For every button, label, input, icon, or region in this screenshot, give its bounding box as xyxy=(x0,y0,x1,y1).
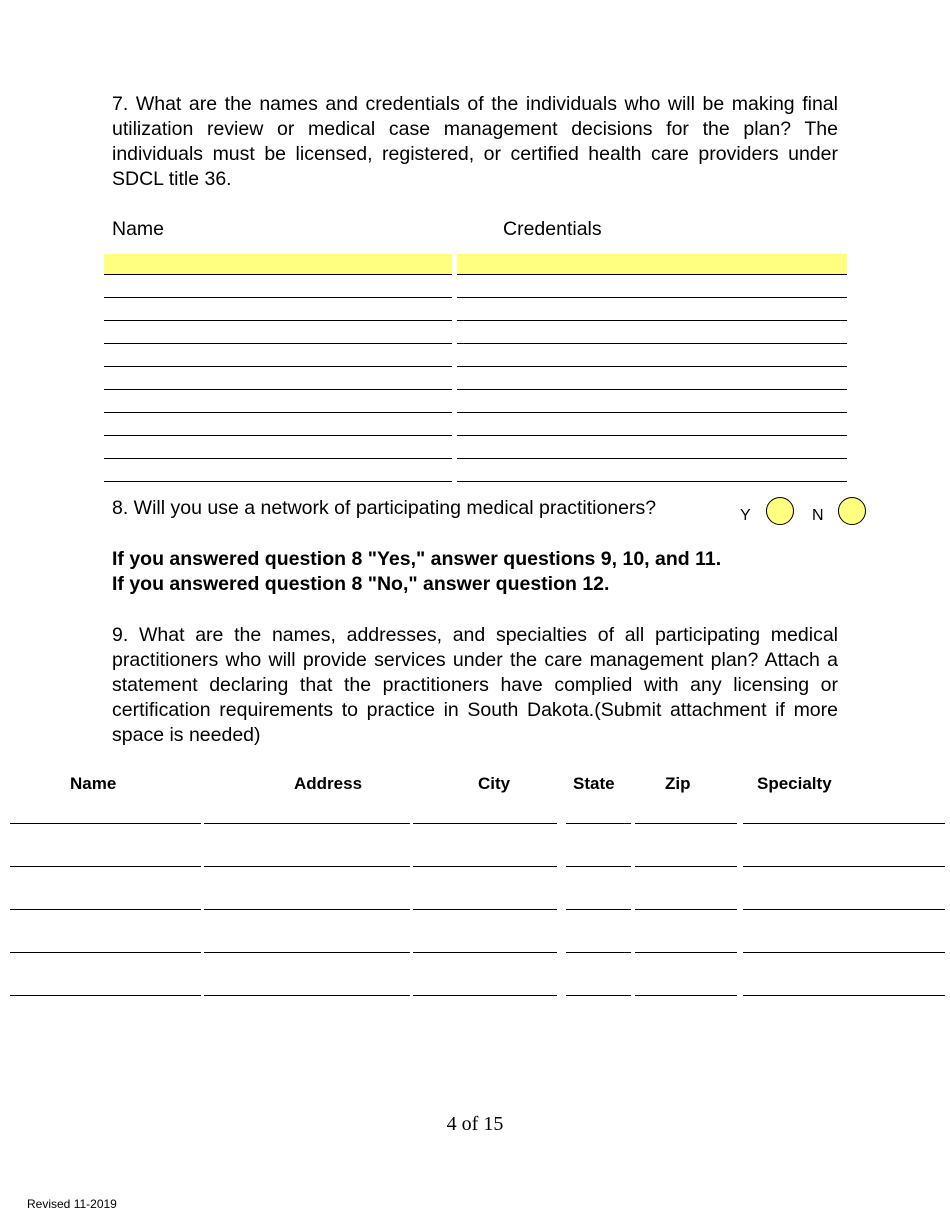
practitioner-state-field[interactable] xyxy=(566,889,631,910)
name-column-label: Name xyxy=(112,218,165,240)
practitioner-name-field[interactable] xyxy=(10,932,201,953)
header-zip: Zip xyxy=(665,774,691,793)
q7-name-field-3[interactable] xyxy=(104,300,452,321)
header-state: State xyxy=(573,774,615,793)
practitioner-state-field[interactable] xyxy=(566,803,631,824)
q7-credentials-field-3[interactable] xyxy=(457,300,847,321)
practitioner-state-field[interactable] xyxy=(566,846,631,867)
q7-name-field-7[interactable] xyxy=(104,392,452,413)
header-address: Address xyxy=(294,774,363,793)
instruction-yes: If you answered question 8 "Yes," answer questions 9, 10, and 11. xyxy=(112,548,722,570)
q7-credentials-field-1[interactable] xyxy=(457,254,847,275)
practitioner-specialty-field[interactable] xyxy=(743,803,945,824)
q7-credentials-field-6[interactable] xyxy=(457,369,847,390)
practitioner-name-field[interactable] xyxy=(10,889,201,910)
q7-credentials-field-10[interactable] xyxy=(457,461,847,482)
q7-name-field-6[interactable] xyxy=(104,369,452,390)
q7-credentials-field-5[interactable] xyxy=(457,346,847,367)
page-number: 4 of 15 xyxy=(446,1113,504,1135)
question-8-text: 8. Will you use a network of participating medical practitioners? xyxy=(112,497,657,519)
q7-credentials-field-2[interactable] xyxy=(457,277,847,298)
practitioner-state-field[interactable] xyxy=(566,975,631,996)
practitioner-address-field[interactable] xyxy=(204,846,410,867)
practitioner-name-field[interactable] xyxy=(10,846,201,867)
q7-credentials-field-8[interactable] xyxy=(457,415,847,436)
q7-credentials-field-7[interactable] xyxy=(457,392,847,413)
practitioner-name-field[interactable] xyxy=(10,803,201,824)
header-specialty: Specialty xyxy=(757,774,832,793)
practitioner-state-field[interactable] xyxy=(566,932,631,953)
header-name: Name xyxy=(70,774,117,793)
practitioner-city-field[interactable] xyxy=(413,889,557,910)
practitioner-zip-field[interactable] xyxy=(635,975,737,996)
practitioner-zip-field[interactable] xyxy=(635,803,737,824)
practitioner-city-field[interactable] xyxy=(413,803,557,824)
q7-name-field-4[interactable] xyxy=(104,323,452,344)
question-7-text: 7. What are the names and credentials of the individuals who will be making final utilization review or medical case management decisions for the plan? The individuals must be licensed, registered, or certified health care providers under SDCL title 36. xyxy=(112,93,838,190)
revision-date: Revised 11-2019 xyxy=(27,1197,117,1211)
no-label: N xyxy=(812,507,824,524)
practitioner-specialty-field[interactable] xyxy=(743,889,945,910)
practitioner-specialty-field[interactable] xyxy=(743,846,945,867)
practitioner-address-field[interactable] xyxy=(204,889,410,910)
practitioner-zip-field[interactable] xyxy=(635,846,737,867)
practitioner-address-field[interactable] xyxy=(204,803,410,824)
q7-name-field-10[interactable] xyxy=(104,461,452,482)
no-radio[interactable] xyxy=(838,497,866,525)
q7-name-field-1[interactable] xyxy=(104,254,452,275)
q7-credentials-field-4[interactable] xyxy=(457,323,847,344)
q7-name-field-8[interactable] xyxy=(104,415,452,436)
practitioner-zip-field[interactable] xyxy=(635,932,737,953)
practitioner-city-field[interactable] xyxy=(413,846,557,867)
practitioner-specialty-field[interactable] xyxy=(743,932,945,953)
practitioner-name-field[interactable] xyxy=(10,975,201,996)
practitioner-city-field[interactable] xyxy=(413,932,557,953)
yes-label: Y xyxy=(740,507,751,524)
yes-radio[interactable] xyxy=(766,497,794,525)
credentials-column-label: Credentials xyxy=(503,218,602,240)
practitioner-specialty-field[interactable] xyxy=(743,975,945,996)
practitioner-city-field[interactable] xyxy=(413,975,557,996)
instruction-no: If you answered question 8 "No," answer question 12. xyxy=(112,573,610,595)
practitioner-address-field[interactable] xyxy=(204,932,410,953)
q7-name-field-5[interactable] xyxy=(104,346,452,367)
practitioner-address-field[interactable] xyxy=(204,975,410,996)
practitioner-zip-field[interactable] xyxy=(635,889,737,910)
q7-name-field-2[interactable] xyxy=(104,277,452,298)
header-city: City xyxy=(478,774,511,793)
q7-name-field-9[interactable] xyxy=(104,438,452,459)
question-9-text: 9. What are the names, addresses, and specialties of all participating medical practitioners who will provide services under the care management plan? Attach a statement declaring that the practitioners have complied with any licensing or certification requirements to practice in South Dakota.(Submit attachment if more space is needed) xyxy=(112,624,838,746)
q7-credentials-field-9[interactable] xyxy=(457,438,847,459)
